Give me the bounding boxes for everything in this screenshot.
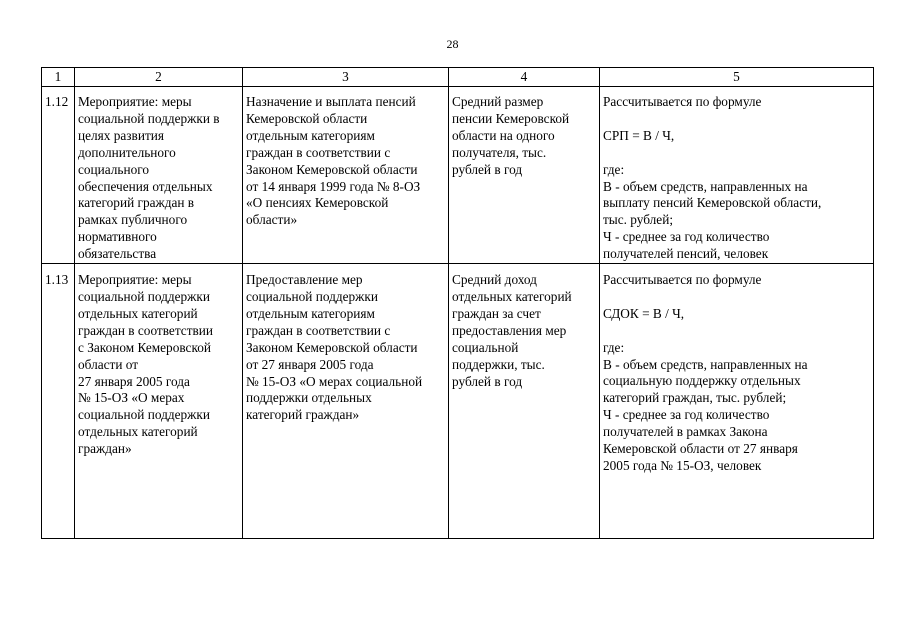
cell-text-line: отдельных категорий — [78, 424, 198, 440]
activity-cell — [75, 264, 243, 539]
formula-definition-line: В - объем средств, направленных на — [603, 178, 808, 194]
page-number: 28 — [446, 37, 459, 51]
formula-definition-line: Кемеровской области от 27 января — [603, 441, 798, 457]
indicator-cell — [449, 87, 600, 264]
cell-text-line: категорий граждан» — [246, 407, 360, 423]
cell-text-line: с Законом Кемеровской — [78, 339, 212, 355]
cell-text-line: области от — [78, 356, 139, 372]
formula-definition-line: тыс. рублей; — [603, 212, 674, 228]
blank-line — [603, 111, 871, 128]
column-header-2: 2 — [75, 68, 243, 87]
cell-text-line: от 27 января 2005 года — [246, 356, 374, 372]
cell-text-line: рублей в год — [452, 373, 523, 389]
cell-text-line: Средний доход — [452, 272, 537, 288]
formula-definition-line: выплату пенсий Кемеровской области, — [603, 195, 822, 211]
formula-definition-line: 2005 года № 15-ОЗ, человек — [603, 458, 762, 473]
cell-text-line: поддержки, тыс. — [452, 356, 545, 372]
calculation-intro: Рассчитывается по формуле — [603, 94, 762, 109]
cell-text-line: граждан в соответствии — [78, 322, 214, 338]
cell-text-line: социальной поддержки — [78, 288, 210, 304]
formula-where-label: где: — [603, 339, 625, 355]
formula-definition-line: категорий граждан, тыс. рублей; — [603, 390, 787, 406]
cell-text-line: предоставления мер — [452, 322, 567, 338]
row-number: 1.12 — [45, 94, 69, 109]
cell-text-line: Мероприятие: меры — [78, 94, 192, 109]
cell-text-line: 27 января 2005 года — [78, 373, 190, 389]
cell-text-line: социального — [78, 161, 150, 177]
column-header-5: 5 — [600, 68, 874, 87]
cell-text-line: категорий граждан в — [78, 195, 195, 211]
cell-text-line: Назначение и выплата пенсий — [246, 94, 416, 109]
cell-text-line: Мероприятие: меры — [78, 272, 192, 288]
cell-text-line: Кемеровской области — [246, 110, 368, 126]
row-number: 1.13 — [45, 272, 69, 288]
cell-text-line: граждан в соответствии с — [246, 144, 391, 160]
column-header-1: 1 — [42, 68, 75, 87]
formula-definition-line: получателей в рамках Закона — [603, 424, 768, 440]
row-number-cell — [42, 87, 75, 264]
cell-text-line: № 15-ОЗ «О мерах — [78, 390, 185, 406]
cell-text-line: области» — [246, 212, 298, 228]
table-row — [42, 264, 874, 539]
indicator-cell — [449, 264, 600, 539]
cell-text-line: граждан» — [78, 441, 132, 457]
cell-text-line: граждан в соответствии с — [246, 322, 391, 338]
cell-text-line: социальной — [452, 339, 519, 355]
cell-text-line: отдельным категориям — [246, 305, 375, 321]
calculation-method-cell — [600, 264, 874, 539]
cell-text-line: Законом Кемеровской области — [246, 161, 418, 177]
cell-text-line: рублей в год — [452, 161, 523, 177]
cell-text-line: пенсии Кемеровской — [452, 110, 570, 126]
cell-text-line: Предоставление мер — [246, 272, 363, 288]
blank-line — [603, 323, 871, 340]
cell-text-line: области на одного — [452, 127, 555, 143]
cell-text-line: Средний размер — [452, 94, 544, 109]
formula-where-label: где: — [603, 161, 625, 177]
cell-text-line: отдельных категорий — [78, 305, 198, 321]
cell-text-line: получателя, тыс. — [452, 144, 547, 160]
cell-text-line: № 15-ОЗ «О мерах социальной — [246, 373, 423, 389]
column-header-4: 4 — [449, 68, 600, 87]
table-header-row — [42, 68, 874, 87]
cell-text-line: социальной поддержки в — [78, 110, 220, 126]
cell-text-line: поддержки отдельных — [246, 390, 372, 406]
formula-definition-line: Ч - среднее за год количество — [603, 229, 770, 245]
blank-line — [603, 145, 871, 162]
column-header-3: 3 — [243, 68, 449, 87]
cell-text-line: отдельным категориям — [246, 127, 375, 143]
cell-text-line: обязательства — [78, 246, 157, 262]
cell-text-line: целях развития — [78, 127, 164, 143]
table-row — [42, 87, 874, 264]
row-number-cell — [42, 264, 75, 539]
cell-text-line: Законом Кемеровской области — [246, 339, 418, 355]
cell-text-line: социальной поддержки — [246, 288, 378, 304]
calculation-formula: СРП = В / Ч, — [603, 127, 675, 143]
formula-definition-line: В - объем средств, направленных на — [603, 356, 808, 372]
calculation-intro: Рассчитывается по формуле — [603, 272, 762, 288]
cell-text-line: дополнительного — [78, 144, 176, 160]
cell-text-line: «О пенсиях Кемеровской — [246, 195, 389, 211]
cell-text-line: нормативного — [78, 229, 157, 245]
cell-text-line: граждан за счет — [452, 305, 541, 321]
basis-cell — [243, 87, 449, 264]
cell-text-line: рамках публичного — [78, 212, 188, 228]
calculation-method-cell — [600, 87, 874, 264]
formula-definition-line: социальную поддержку отдельных — [603, 373, 801, 389]
formula-definition-line: получателей пенсий, человек — [603, 246, 769, 262]
cell-text-line: отдельных категорий — [452, 288, 572, 304]
blank-line — [603, 289, 871, 306]
cell-text-line: от 14 января 1999 года № 8-ОЗ — [246, 178, 421, 194]
cell-text-line: обеспечения отдельных — [78, 178, 213, 194]
calculation-formula: СДОК = В / Ч, — [603, 305, 685, 321]
formula-definition-line: Ч - среднее за год количество — [603, 407, 770, 423]
cell-text-line: социальной поддержки — [78, 407, 210, 423]
basis-cell — [243, 264, 449, 539]
activity-cell — [75, 87, 243, 264]
indicators-table — [41, 67, 874, 539]
